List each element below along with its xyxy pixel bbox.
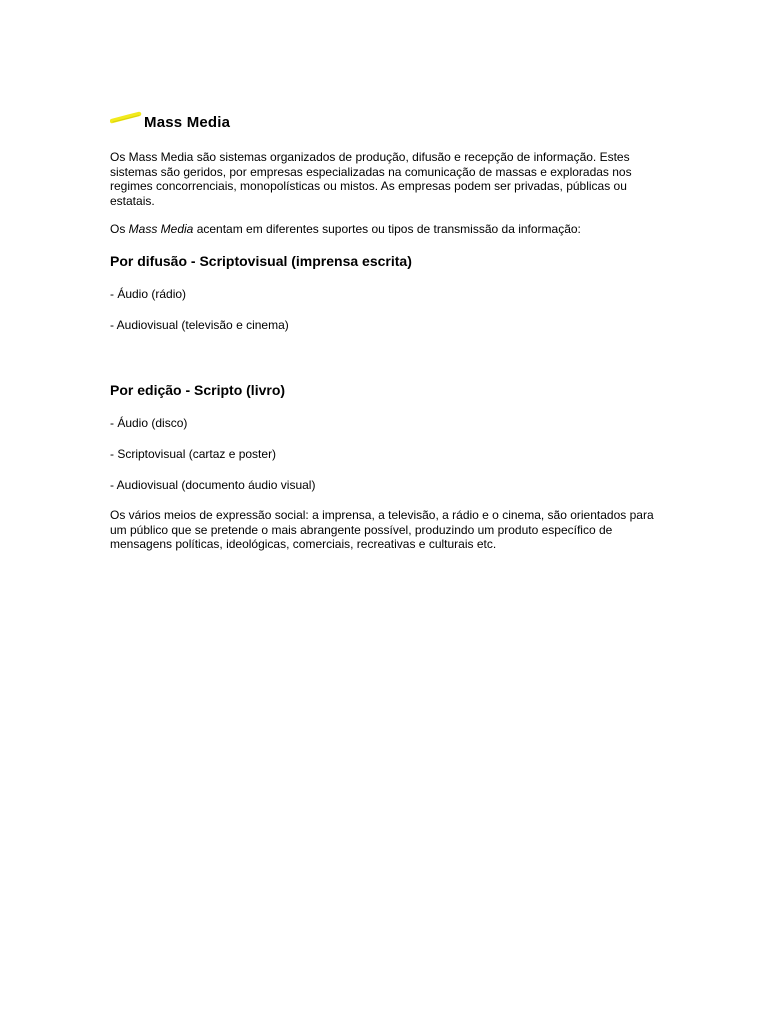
supports-prefix: Os bbox=[110, 222, 129, 236]
list-item: - Audiovisual (televisão e cinema) bbox=[110, 318, 289, 332]
title-row bbox=[110, 108, 670, 138]
list-item: - Áudio (disco) bbox=[110, 416, 188, 430]
section-heading-edicao: Por edição - Scripto (livro) bbox=[110, 382, 286, 398]
list-item: - Scriptovisual (cartaz e poster) bbox=[110, 447, 277, 461]
section-heading-difusao: Por difusão - Scriptovisual (imprensa escrita) bbox=[110, 253, 412, 269]
page-title: Mass Media bbox=[144, 114, 231, 131]
highlighter-marker-icon bbox=[110, 110, 142, 124]
list-item: - Audiovisual (documento áudio visual) bbox=[110, 478, 316, 492]
supports-paragraph bbox=[110, 222, 670, 237]
closing-paragraph: Os vários meios de expressão social: a imprensa, a televisão, a rádio e o cinema, são orientados para um público que se pretende o mais abrangente possível, produzindo um produto específico de mensagens políticas, ideológicas, comerciais, recreativas e culturais etc. bbox=[110, 508, 654, 551]
supports-suffix: acentam em diferentes suportes ou tipos de transmissão da informação: bbox=[193, 222, 581, 236]
intro-paragraph: Os Mass Media são sistemas organizados de produção, difusão e recepção de informação. Estes sistemas são geridos, por empresas especializadas na comunicação de massas e exploradas nos regimes concorrenciais, monopolísticas ou mistos. As empresas podem ser privadas, públicas ou estatais. bbox=[110, 150, 632, 208]
supports-emphasis: Mass Media bbox=[128, 222, 194, 236]
list-item: - Áudio (rádio) bbox=[110, 287, 187, 301]
